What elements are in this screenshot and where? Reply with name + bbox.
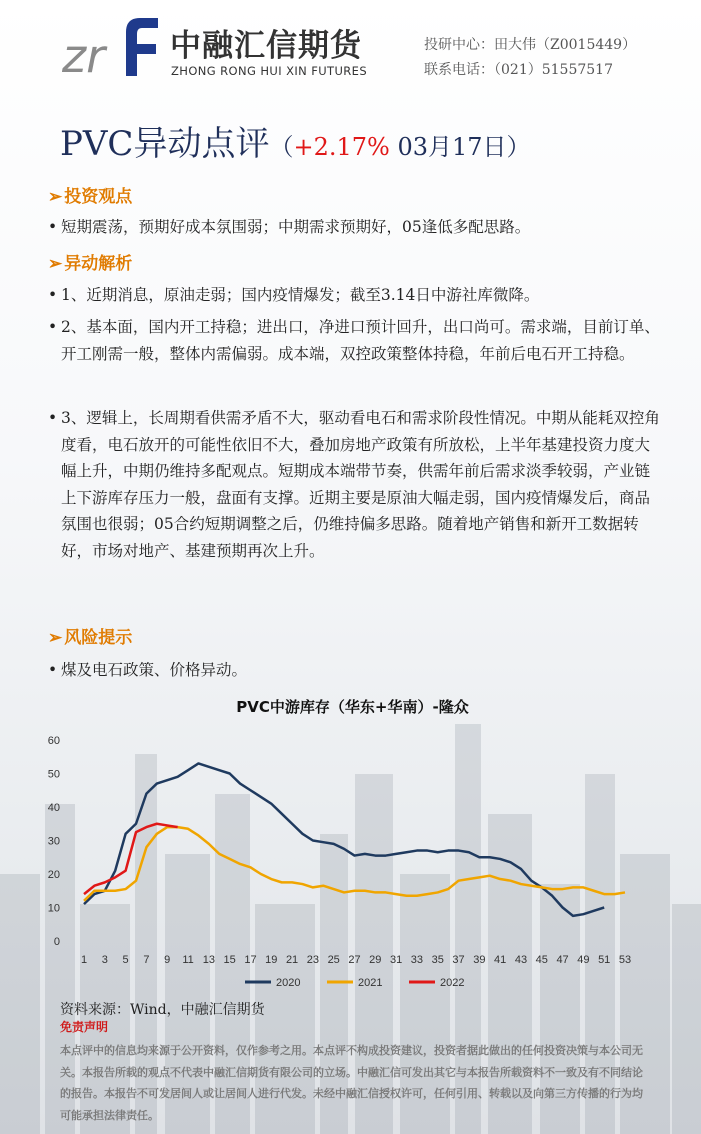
x-tick-label: 9 [164,954,171,966]
svg-text:zr: zr [62,29,106,80]
x-tick-label: 21 [285,954,299,966]
bullet-dot-icon: • [48,318,58,336]
y-tick-label: 60 [47,735,60,747]
x-tick-label: 25 [327,954,340,966]
report-title [60,116,531,165]
bullet-text: 煤及电石政策、价格异动。 [61,661,248,679]
x-tick-label: 39 [473,954,486,966]
report-header [0,0,701,95]
x-tick-label: 33 [410,954,424,966]
x-tick-label: 47 [556,954,569,966]
phone-line: 联系电话：（021）51557517 [424,62,613,78]
section-heading: 投资观点 [64,187,133,207]
section-heading: 异动解析 [64,254,133,274]
x-tick-label: 51 [598,954,611,966]
inventory-chart [40,690,665,1000]
x-tick-label: 45 [535,954,548,966]
section-risk [48,623,132,648]
x-tick-label: 53 [618,954,632,966]
chart-title: PVC中游库存（华东+华南）-隆众 [236,698,469,716]
bullet-item [48,657,660,684]
contact-info [424,33,636,83]
x-tick-label: 31 [389,954,403,966]
arrow-icon: ➢ [48,187,63,207]
x-tick-label: 11 [182,954,194,966]
x-tick-label: 29 [369,954,382,966]
arrow-icon: ➢ [48,254,63,274]
company-name-cn: 中融汇信期货 [170,28,362,64]
company-name-en: ZHONG RONG HUI XIN FUTURES [171,64,368,78]
section-analysis [48,249,132,274]
x-tick-label: 13 [202,954,215,966]
x-tick-label: 17 [244,954,257,966]
x-tick-label: 3 [101,954,108,966]
x-tick-label: 27 [348,954,361,966]
y-tick-label: 0 [53,936,60,948]
bullet-dot-icon: • [48,409,58,427]
y-tick-label: 10 [47,902,60,915]
x-tick-label: 43 [514,954,528,966]
section-investment-view [48,182,132,207]
bullet-item [48,314,660,367]
x-tick-label: 19 [265,954,278,966]
x-tick-label: 49 [577,954,590,966]
x-tick-label: 23 [306,954,320,966]
x-tick-label: 5 [122,954,129,966]
price-change: +2.17% [293,133,390,161]
section-heading: 风险提示 [64,628,133,648]
y-tick-label: 50 [47,768,60,781]
analyst-line: 投研中心：田大伟（Z0015449） [424,37,637,53]
y-tick-label: 40 [47,802,60,814]
title-paren-open: （ [269,133,294,161]
company-logo-icon [62,14,160,80]
x-tick-label: 35 [431,954,444,966]
bullet-text: 1、近期消息，原油走弱；国内疫情爆发；截至3.14日中游社库微降。 [61,286,540,304]
data-source: 资料来源：Wind，中融汇信期货 [60,1002,265,1018]
bullet-text: 3、逻辑上，长周期看供需矛盾不大，驱动看电石和需求阶段性情况。中期从能耗双控角度看，电石放开的可能性依旧不大，叠加房地产政策有所放松，上半年基建投资力度大幅上升，中期仍维持多配观点。短期成本端带节奏，供需年前后需求淡季较弱，产业链上下游库存压力一般，盘面有支撑。近期主要是原油大幅走弱，国内疫情爆发后，商品氛围也很弱；05合约短期调整之后，仍维持偏多思路。随着地产销售和新开工数据转好，市场对地产、基建预期再次上升。 [61,409,660,560]
report-date: 03月17日） [389,133,531,161]
bullet-item [48,405,660,564]
bullet-dot-icon: • [48,286,58,304]
title-main: PVC异动点评 [60,124,270,164]
legend-label: 2020 [276,977,301,989]
x-tick-label: 15 [223,954,236,966]
arrow-icon: ➢ [48,628,63,648]
bullet-item [48,214,660,241]
disclaimer-title: 免责声明 [60,1020,109,1034]
bullet-text: 短期震荡，预期好成本氛围弱；中期需求预期好，05逢低多配思路。 [61,218,531,236]
y-tick-label: 20 [47,869,60,881]
x-tick-label: 41 [494,954,507,966]
x-tick-label: 37 [452,954,465,966]
legend-label: 2021 [358,977,383,989]
bullet-text: 2、基本面，国内开工持稳；进出口，净进口预计回升，出口尚可。需求端，目前订单、开工刚需一般，整体内需偏弱。成本端，双控政策整体持稳，年前后电石开工持稳。 [61,318,660,363]
legend-label: 2022 [440,977,465,989]
bullet-dot-icon: • [48,218,58,236]
chart-plot [40,690,665,1000]
x-tick-label: 7 [143,954,150,966]
y-tick-label: 30 [47,835,60,848]
disclaimer-text: 本点评中的信息均来源于公开资料，仅作参考之用。本点评不构成投资建议，投资者据此做出的任何投资决策与本公司无关。本报告所载的观点不代表中融汇信期货有限公司的立场。中融汇信可发出其它与本报告所载资料不一致及有不同结论的报告。本报告不可发居间人或让居间人进行代发。未经中融汇信授权许可，任何引用、转载以及向第三方传播的行为均可能承担法律责任。 [60,1044,643,1122]
bullet-dot-icon: • [48,661,58,679]
x-tick-label: 1 [80,954,88,966]
bullet-item [48,282,660,309]
